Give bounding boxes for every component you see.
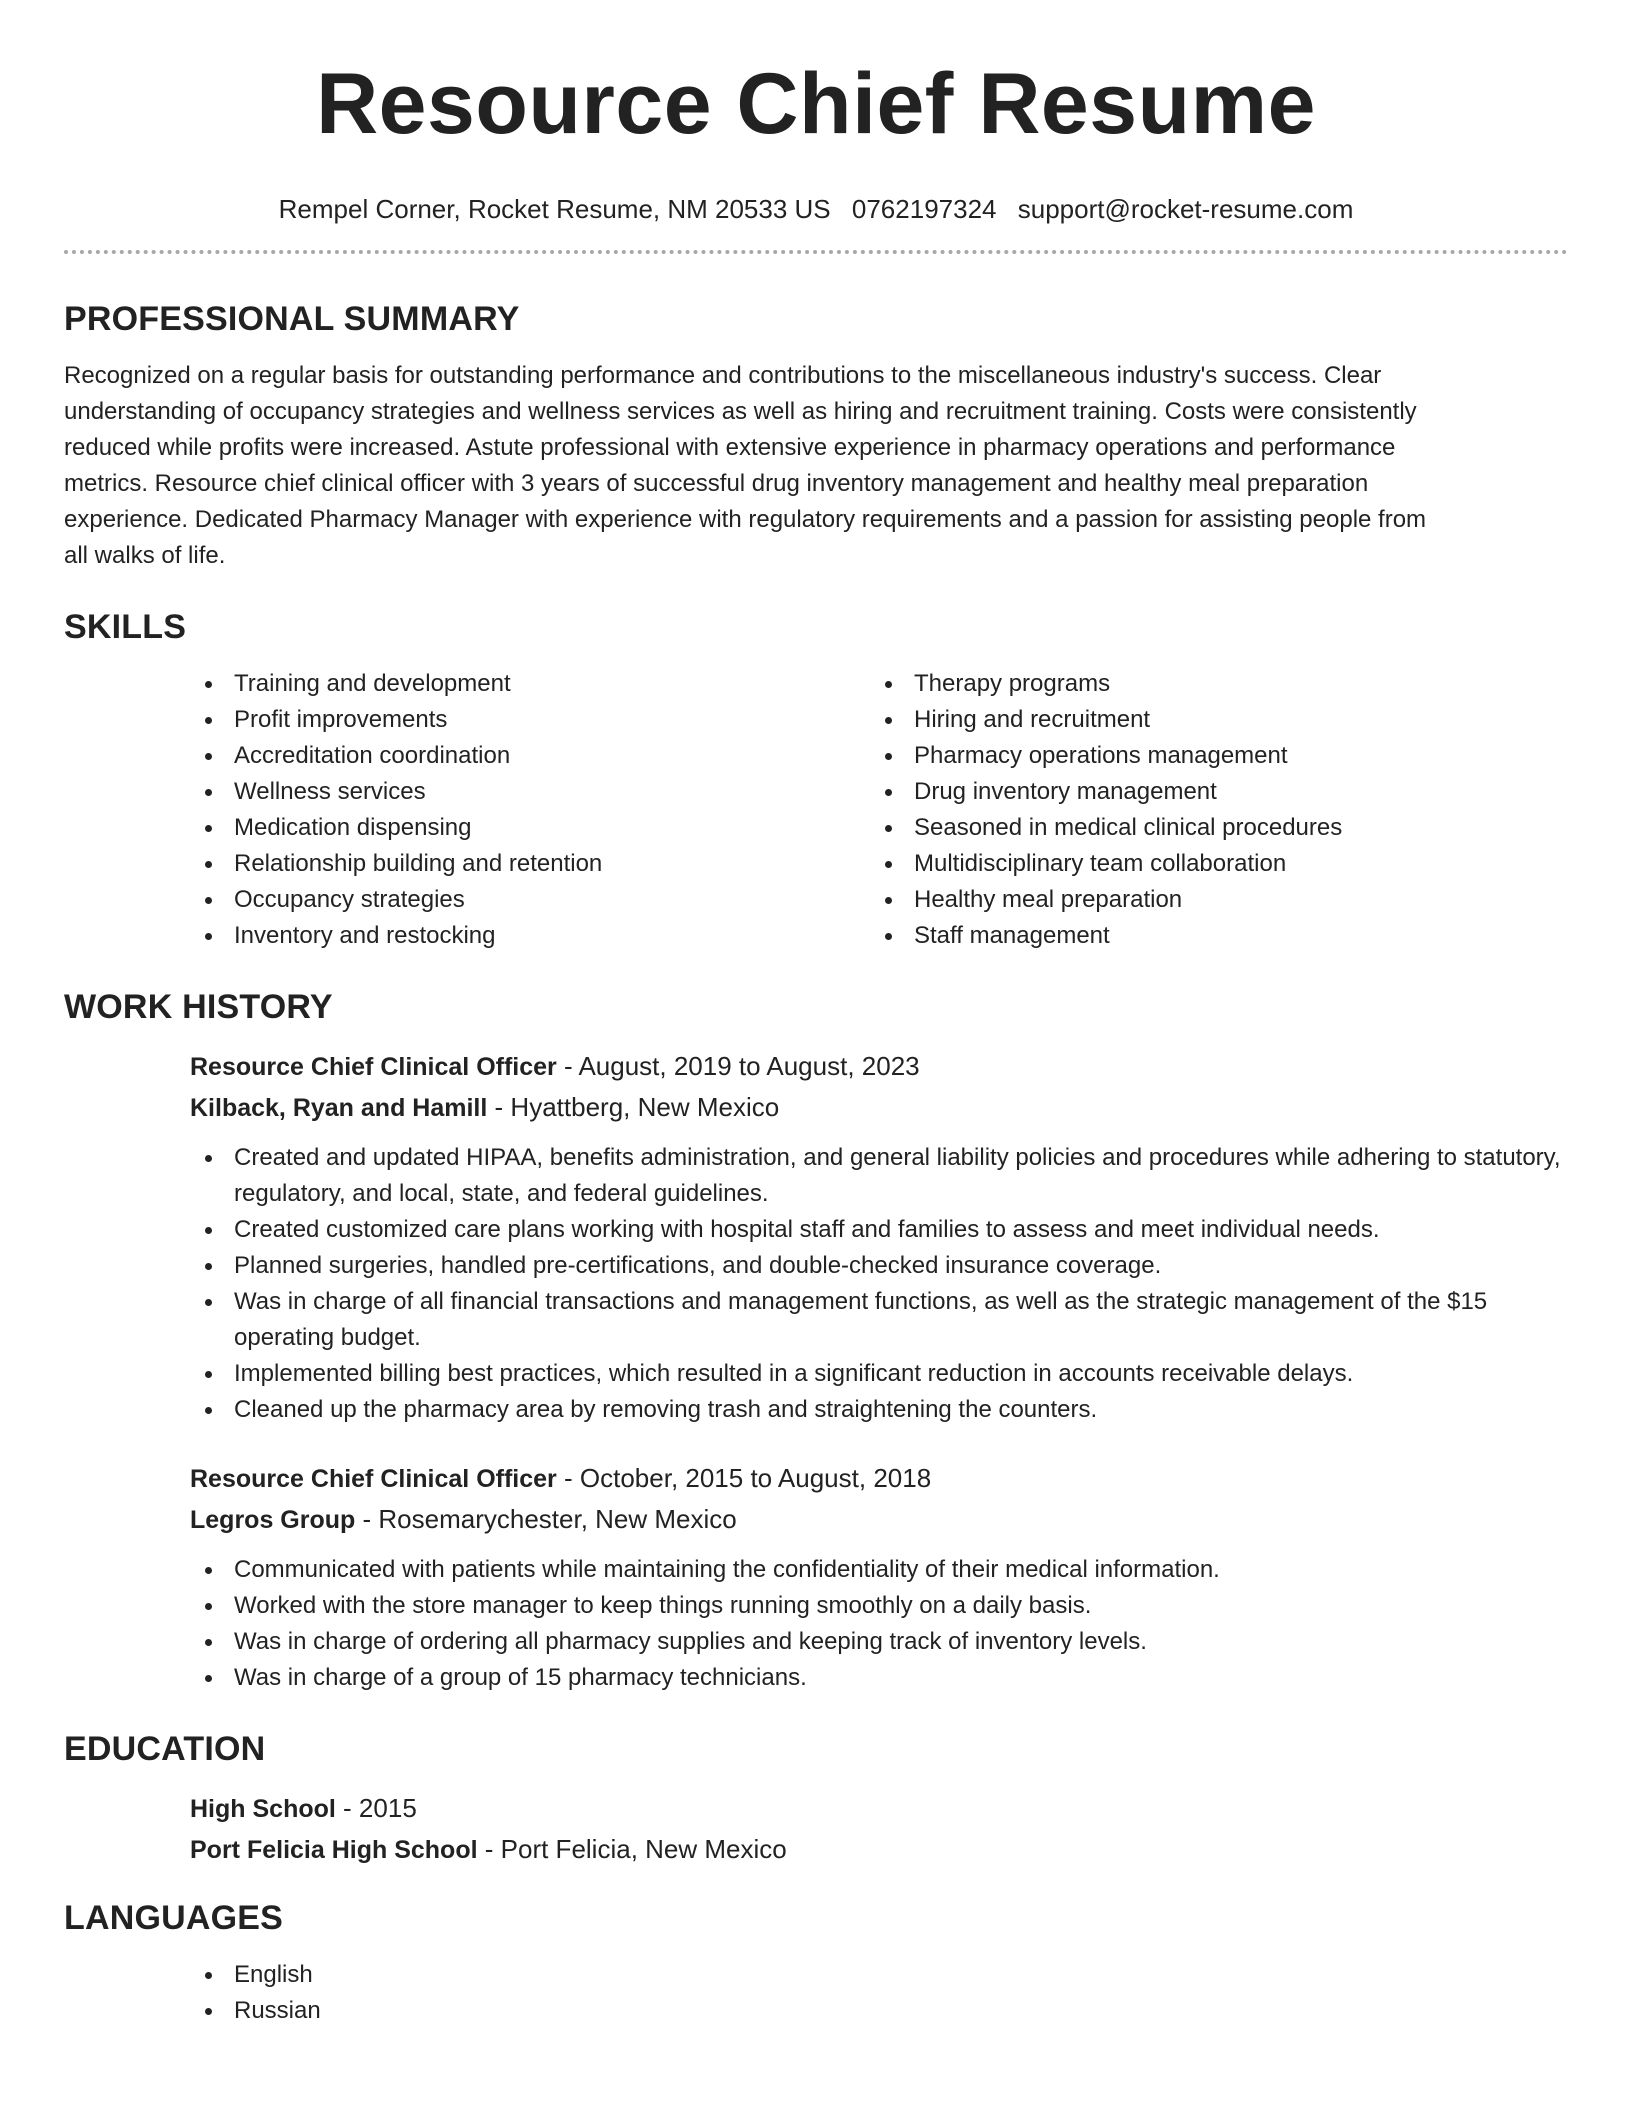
languages-section [64, 1897, 1568, 2029]
header-divider [64, 250, 1568, 254]
languages-heading: LANGUAGES [64, 1899, 284, 1937]
skills-grid [190, 666, 1568, 954]
education-location: - Port Felicia, New Mexico [477, 1834, 787, 1864]
skill-item: Multidisciplinary team collaboration [870, 846, 1550, 882]
job-entry [190, 1458, 1568, 1696]
skills-heading: SKILLS [64, 608, 187, 646]
education-heading: EDUCATION [64, 1730, 266, 1768]
summary-heading: PROFESSIONAL SUMMARY [64, 300, 520, 338]
job-company-line [190, 1499, 1568, 1540]
education-year: - 2015 [335, 1793, 417, 1823]
summary-section [64, 298, 1568, 574]
job-bullet: Worked with the store manager to keep things running smoothly on a daily basis. [190, 1588, 1568, 1624]
job-role: Resource Chief Clinical Officer [190, 1053, 557, 1081]
job-entry [190, 1046, 1568, 1428]
job-dates: - August, 2019 to August, 2023 [556, 1051, 920, 1081]
language-item: Russian [190, 1993, 1568, 2029]
skill-item: Hiring and recruitment [870, 702, 1550, 738]
skill-item: Training and development [190, 666, 870, 702]
skill-item: Occupancy strategies [190, 882, 870, 918]
skill-item: Profit improvements [190, 702, 870, 738]
job-dates: - October, 2015 to August, 2018 [556, 1463, 932, 1493]
language-item: English [190, 1957, 1568, 1993]
job-location: - Hyattberg, New Mexico [487, 1092, 780, 1122]
skill-item: Drug inventory management [870, 774, 1550, 810]
skill-item: Healthy meal preparation [870, 882, 1550, 918]
job-bullet: Planned surgeries, handled pre-certifications, and double-checked insurance coverage. [190, 1248, 1568, 1284]
skill-item: Inventory and restocking [190, 918, 870, 954]
job-bullets [190, 1140, 1568, 1428]
education-section [64, 1728, 1568, 1870]
education-school-line [190, 1829, 1568, 1870]
contact-line [0, 192, 1632, 226]
job-bullet: Created and updated HIPAA, benefits administration, and general liability policies and procedures while adhering to statutory, regulatory, and local, state, and federal guidelines. [190, 1140, 1568, 1212]
resume-name: Resource Chief Resume [316, 56, 1316, 152]
job-bullet: Was in charge of all financial transactions and management functions, as well as the strategic management of the $15 operating budget. [190, 1284, 1568, 1356]
education-degree-line [190, 1788, 1568, 1829]
resume-header [0, 0, 1632, 226]
summary-text: Recognized on a regular basis for outstanding performance and contributions to the miscellaneous industry's success. Clear understanding of occupancy strategies and wellness services as well as hiring and recruitment training. Costs were consistently reduced while profits were increased. Astute professional with extensive experience in pharmacy operations and performance metrics. Resource chief clinical officer with 3 years of successful drug inventory management and healthy meal preparation experience. Dedicated Pharmacy Manager with experience with regulatory requirements and a passion for assisting people from all walks of life. [64, 362, 1427, 569]
job-role: Resource Chief Clinical Officer [190, 1465, 557, 1493]
job-location: - Rosemarychester, New Mexico [355, 1504, 737, 1534]
job-title-line [190, 1458, 1568, 1499]
job-bullet: Implemented billing best practices, which resulted in a significant reduction in accounts receivable delays. [190, 1356, 1568, 1392]
skill-item: Accreditation coordination [190, 738, 870, 774]
skill-item: Relationship building and retention [190, 846, 870, 882]
contact-address: Rempel Corner, Rocket Resume, NM 20533 US [278, 194, 831, 224]
contact-phone: 0762197324 [851, 194, 997, 224]
education-entry [190, 1788, 1568, 1870]
skill-item: Therapy programs [870, 666, 1550, 702]
contact-email: support@rocket-resume.com [1017, 194, 1354, 224]
work-heading: WORK HISTORY [64, 988, 333, 1026]
job-bullet: Created customized care plans working with hospital staff and families to assess and meet individual needs. [190, 1212, 1568, 1248]
job-bullet: Cleaned up the pharmacy area by removing trash and straightening the counters. [190, 1392, 1568, 1428]
job-company-line [190, 1087, 1568, 1128]
job-bullet: Was in charge of a group of 15 pharmacy technicians. [190, 1660, 1568, 1696]
education-degree: High School [190, 1795, 336, 1823]
job-company: Kilback, Ryan and Hamill [190, 1094, 488, 1122]
job-title-line [190, 1046, 1568, 1087]
job-bullet: Was in charge of ordering all pharmacy supplies and keeping track of inventory levels. [190, 1624, 1568, 1660]
job-company: Legros Group [190, 1506, 356, 1534]
languages-list [190, 1957, 1568, 2029]
job-bullets [190, 1552, 1568, 1696]
skills-section [64, 606, 1568, 954]
work-section [64, 986, 1568, 1696]
skill-item: Medication dispensing [190, 810, 870, 846]
job-bullet: Communicated with patients while maintaining the confidentiality of their medical information. [190, 1552, 1568, 1588]
skill-item: Wellness services [190, 774, 870, 810]
education-school: Port Felicia High School [190, 1836, 478, 1864]
skills-list-left [190, 666, 870, 954]
skills-list-right [870, 666, 1550, 954]
skill-item: Seasoned in medical clinical procedures [870, 810, 1550, 846]
skill-item: Staff management [870, 918, 1550, 954]
skill-item: Pharmacy operations management [870, 738, 1550, 774]
